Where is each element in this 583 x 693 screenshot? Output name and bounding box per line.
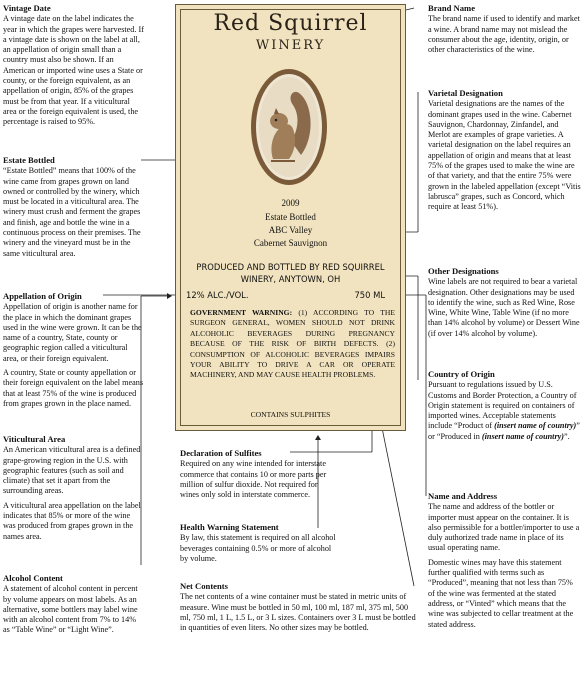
squirrel-icon [249, 67, 329, 187]
annotation-title: Brand Name [428, 3, 476, 13]
annotation-title: Varietal Designation [428, 88, 503, 98]
label-brand-name: Red Squirrel [213, 11, 368, 36]
label-warning: GOVERNMENT WARNING: (1) ACCORDING TO THE SURGEON GENERAL, WOMEN SHOULD NOT DRINK ALCOHOLIC BEVERAGES DURING PREGNANCY BECAUSE OF THE RISK OF BIRTH DEFECTS. (2) CONSUMPTION OF ALCOHOLIC BEVERAGES IMPAIRS YOUR ABILITY TO DRIVE A CAR OR OPERATE MACHINERY, AND MAY CAUSE HEALTH PROBLEMS. [190, 308, 395, 380]
annotation-title: Other Designations [428, 266, 499, 276]
label-alcohol: 12% ALC./VOL. [186, 290, 249, 300]
wine-label [175, 4, 406, 431]
annotation-body: A country, State or county appellation or their foreign equivalent on the label means that at least 75% of the wine is produced from grapes grown in the place named. [3, 368, 144, 408]
annotation-body: A viticultural area appellation on the label indicates that 85% or more of the wine was produced from grapes grown in the names area. [3, 500, 141, 541]
annotation-title: Country of Origin [428, 369, 495, 379]
annotation-title: Appellation of Origin [3, 291, 82, 301]
label-volume: 750 ML [354, 290, 385, 300]
annotation-varietal [428, 88, 581, 217]
annotation-body: A statement of alcohol content in percent by volume appears on most labels. As an alternative, some bottlers may label wine with an alcohol content from 7% to 14% as “Table Wine” or “Light Wine”. [3, 584, 138, 635]
annotation-health-warning [180, 522, 338, 568]
annotation-title: Health Warning Statement [180, 522, 279, 532]
annotation-net-contents [180, 581, 416, 637]
annotation-vintage-date [3, 3, 144, 132]
annotation-country-of-origin [428, 369, 581, 446]
label-origin: ABC Valley [268, 225, 313, 235]
annotation-body: The name and address of the bottler or importer must appear on the container. It is also permissible for a bottler/importer to use a duly authorized trade name in place of its usual operating name. [428, 502, 580, 553]
annotation-body: A vintage date on the label indicates the year in which the grapes were harvested. If a vintage date is shown on the label at all, an appellation of origin small than a country must also be shown. If an American or imported wine uses a State or county, or the foreign equivalent, as an appellation of origin, 85% of the grapes must be from that year. If a viticultural area or the foreign equivalent is used, the percentage is raised to 95%. [3, 14, 144, 127]
annotation-body: Required on any wine intended for interstate commerce that contains 10 or more parts per million of sulfur dioxide. Not required for wines only sold in interstate commerce. [180, 459, 327, 500]
annotation-title: Vintage Date [3, 3, 51, 13]
annotation-title: Viticultural Area [3, 434, 66, 444]
annotation-alcohol-content [3, 573, 144, 640]
label-sulfites: CONTAINS SULPHITES [250, 410, 331, 419]
annotation-body: Wine labels are not required to bear a varietal designation. Other designations may be used to identify the wine, such as Red Wine, Rose Wine, White Wine, Table Wine (if no more than 14% alcohol by volume) or Dessert Wine (if over 14% alcohol by volume). [428, 277, 580, 338]
annotation-body: Appellation of origin is another name for the place in which the dominant grapes used in the wine were grown. It can be the name of a country, State, county or geographic region called a viticultural area, or their foreign equivalent. [3, 302, 142, 363]
label-estate-bottled: Estate Bottled [265, 212, 316, 222]
annotation-title: Net Contents [180, 581, 228, 591]
label-vintage: 2009 [281, 198, 300, 208]
label-producer: PRODUCED AND BOTTLED BY RED SQUIRREL WINERY, ANYTOWN, OH [196, 262, 385, 284]
annotation-brand-name [428, 3, 581, 59]
annotation-name-address [428, 491, 581, 634]
annotation-viticultural-area [3, 434, 144, 546]
annotation-title: Estate Bottled [3, 155, 55, 165]
annotation-body: The brand name if used to identify and market a wine. A brand name may not mislead the consumer about the age, identity, origin, or other characteristics of the wine. [428, 14, 580, 55]
annotation-sulfites [180, 448, 338, 504]
annotation-title: Name and Address [428, 491, 498, 501]
annotation-body: The net contents of a wine container must be stated in metric units of measure. Wine must be bottled in 50 ml, 100 ml, 187 ml, 375 ml, 500 ml, 750 ml, 1 L, 1.5 L, or 3 L sizes. Containers over 3 L must be bottled in quantities of even liters. No other sizes may be bottled. [180, 592, 416, 633]
annotation-body: An American viticultural area is a defined grape-growing region in the U.S. with geographic features (such as soil and climate) that set it apart from the surrounding areas. [3, 445, 141, 496]
annotation-title: Alcohol Content [3, 573, 63, 583]
annotation-other-designations [428, 266, 581, 343]
annotation-estate-bottled [3, 155, 144, 263]
annotation-body: Varietal designations are the names of the dominant grapes used in the wine. Cabernet Sauvignon, Chardonnay, Zinfandel, and Merlot are examples of grape varieties. A varietal designation on the label requires an appellation of origin and means that at least 75% of the grapes used to make the wine are of that variety, and that the entire 75% were grown in the labeled appellation (except “Vitis labrusca” grapes, such as Concord, which require at least 51%). [428, 99, 581, 212]
annotation-body: Pursuant to regulations issued by U.S. Customs and Border Protection, a Country of Origin statement is required on containers of imported wines. Acceptable statements include “Product of (insert name of country)” or “Produced in (insert name of country)”. [428, 380, 580, 441]
label-winery: WINERY [255, 38, 326, 53]
annotation-body: Domestic wines may have this statement further qualified with terms such as “Produced”, meaning that not less than 75% of the wine was fermented at the stated address, or “Vinted” which means that the wine was subjected to cellar treatment at the stated address. [428, 557, 574, 629]
annotation-title: Declaration of Sulfites [180, 448, 262, 458]
annotation-body: “Estate Bottled” means that 100% of the wine came from grapes grown on land owned or controlled by the winery, which must be located in a viticultural area. The winery must crush and ferment the grapes and finish, age and bottle the wine in a continuous process on their premises. The winery and the vineyard must be in the same viticultural area. [3, 166, 141, 258]
annotation-appellation [3, 291, 144, 413]
label-varietal: Cabernet Sauvignon [253, 238, 328, 248]
annotation-body: By law, this statement is required on all alcohol beverages containing 0.5% or more of alcohol by volume. [180, 533, 336, 563]
